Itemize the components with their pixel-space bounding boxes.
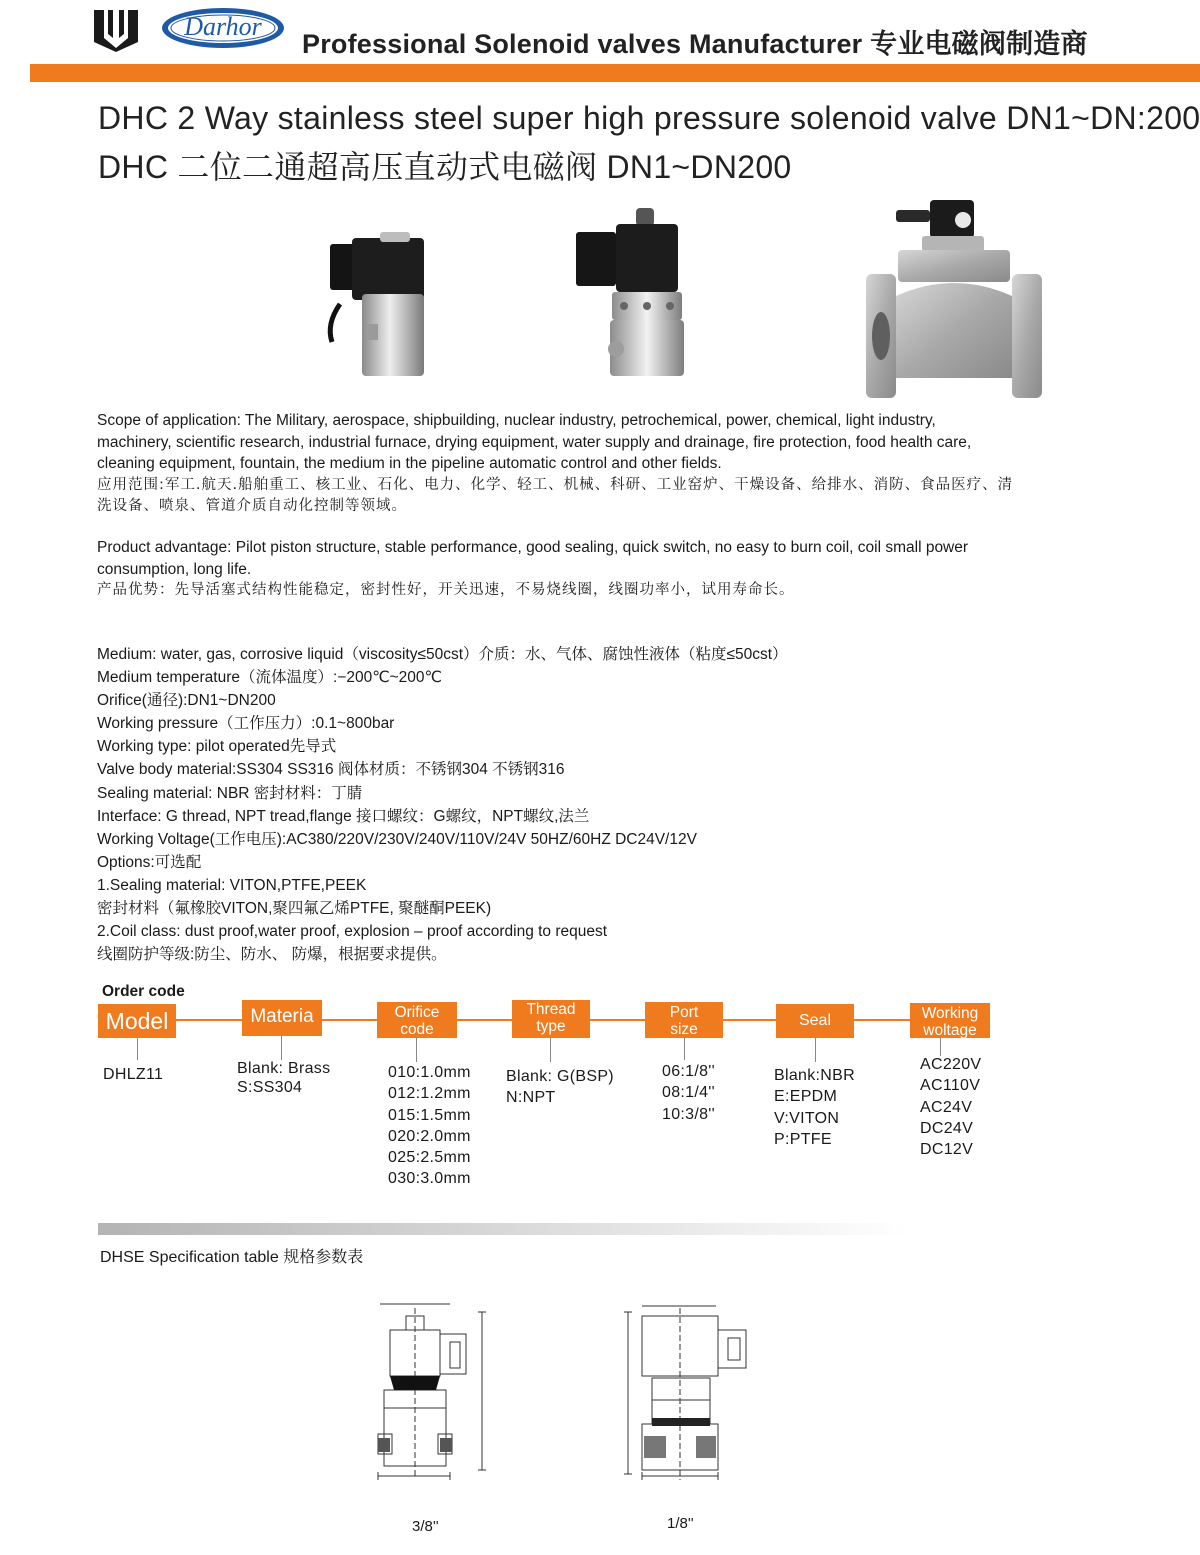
order-options-model	[103, 1064, 163, 1085]
spec-line: Medium temperature（流体温度）:−200℃~200℃	[97, 669, 442, 687]
drawing-label: 1/8''	[667, 1515, 694, 1532]
scope-en-line: cleaning equipment, fountain, the medium in the pipeline automatic control and other fields.	[97, 455, 722, 472]
scope-en-line: Scope of application: The Military, aerospace, shipbuilding, nuclear industry, petrochemical, power, chemical, light industry,	[97, 412, 936, 429]
product-title-en: DHC 2 Way stainless steel super high pressure solenoid valve DN1~DN:200	[98, 100, 1200, 136]
order-option: DC12V	[920, 1141, 974, 1159]
order-tick	[815, 1038, 816, 1062]
order-tick	[137, 1038, 138, 1060]
order-header-seal	[776, 1004, 854, 1038]
spec-line: Working pressure（工作压力）:0.1~800bar	[97, 715, 395, 733]
brand-name: Darhor	[184, 12, 262, 41]
order-option: S:SS304	[237, 1079, 303, 1096]
order-option: Blank: G(BSP)	[506, 1068, 614, 1085]
spec-line: 2.Coil class: dust proof,water proof, explosion – proof according to request	[97, 923, 608, 941]
product-title-cn: DHC 二位二通超高压直动式电磁阀 DN1~DN200	[98, 149, 792, 185]
drawing-3-8-valve	[370, 1298, 490, 1484]
order-header-label: type	[536, 1018, 566, 1035]
order-option: AC24V	[920, 1098, 973, 1116]
spec-table-title: DHSE Specification table 规格参数表	[100, 1249, 364, 1266]
order-tick	[416, 1038, 417, 1062]
spec-line: Working Voltage(工作电压):AC380/220V/230V/240V/110V/24V 50HZ/60HZ DC24V/12V	[97, 830, 697, 848]
spec-line: Orifice(通径):DN1~DN200	[97, 692, 276, 710]
flange-valve-photo	[862, 192, 1046, 400]
order-option: 012:1.2mm	[388, 1085, 471, 1103]
order-options-port	[662, 1061, 715, 1125]
spec-line: 1.Sealing material: VITON,PTFE,PEEK	[97, 876, 367, 894]
order-tick	[281, 1036, 282, 1060]
order-header-material	[242, 1000, 322, 1036]
spec-line: 密封材料（氟橡胶VITON,聚四氟乙烯PTFE, 聚醚酮PEEK)	[97, 900, 492, 918]
order-header-thread	[512, 1000, 590, 1038]
advantage-en-line: consumption, long life.	[97, 560, 252, 578]
order-option: AC220V	[920, 1056, 982, 1073]
company-emblem-icon	[92, 8, 140, 52]
scope-cn-line: 洗设备、喷泉、管道介质自动化控制等领域。	[97, 498, 407, 514]
order-tick	[684, 1038, 685, 1060]
order-option: DC24V	[920, 1119, 974, 1137]
order-option: 015:1.5mm	[388, 1106, 471, 1124]
spec-line: Valve body material:SS304 SS316 阀体材质：不锈钢304 不锈钢316	[97, 761, 565, 779]
order-header-label: Model	[105, 1008, 169, 1034]
order-option: 06:1/8''	[662, 1063, 715, 1080]
order-option: E:EPDM	[774, 1088, 838, 1106]
order-option: AC110V	[920, 1077, 981, 1095]
order-header-label: Orifice	[394, 1004, 440, 1021]
order-options-thread	[506, 1066, 614, 1108]
order-header-orifice	[377, 1002, 457, 1038]
brand-logo	[160, 6, 286, 50]
order-header-label: Thread	[526, 1001, 576, 1018]
spec-line: Working type: pilot operated先导式	[97, 738, 337, 756]
order-option: 10:3/8''	[662, 1105, 715, 1123]
small-valve-photo	[322, 232, 434, 380]
order-header-label: woltage	[923, 1022, 977, 1038]
advantage-en-line: Product advantage: Pilot piston structure, stable performance, good sealing, quick switch, no easy to burn coil, coil small power	[97, 539, 969, 556]
spec-line: 线圈防护等级:防尘、防水、 防爆，根据要求提供。	[97, 946, 447, 964]
order-options-voltage	[920, 1054, 981, 1160]
order-option: Blank:NBR	[774, 1067, 855, 1084]
header-orange-bar	[30, 64, 1200, 82]
advantage-section	[97, 537, 1157, 602]
drawing-label: 3/8''	[412, 1518, 439, 1535]
order-option: 030:3.0mm	[388, 1170, 471, 1188]
header-tagline: Professional Solenoid valves Manufacturer 专业电磁阀制造商	[302, 29, 1088, 59]
spec-line: Medium: water, gas, corrosive liquid（viscosity≤50cst）介质：水、气体、腐蚀性液体（粘度≤50cst）	[97, 646, 788, 663]
order-option: 010:1.0mm	[388, 1064, 471, 1081]
section-divider	[98, 1223, 908, 1235]
order-header-label: code	[400, 1021, 434, 1038]
order-tick	[550, 1038, 551, 1062]
order-options-material	[237, 1059, 330, 1097]
spec-list	[97, 643, 1157, 966]
order-header-label: Working	[921, 1005, 979, 1022]
pilot-valve-photo	[570, 204, 688, 380]
order-option: DHLZ11	[103, 1066, 164, 1083]
drawing-1-8-valve	[616, 1298, 756, 1484]
order-options-orifice	[388, 1062, 471, 1190]
spec-line: Sealing material: NBR 密封材料：丁腈	[97, 784, 363, 802]
scope-section	[97, 410, 1157, 518]
order-code-label: Order code	[102, 983, 185, 1000]
advantage-cn-line: 产品优势：先导活塞式结构性能稳定，密封性好，开关迅速，不易烧线圈，线圈功率小，试用寿命长。	[97, 582, 795, 598]
spec-line: Options:可选配	[97, 853, 202, 871]
order-header-label: Materia	[250, 1006, 314, 1027]
order-option: N:NPT	[506, 1089, 556, 1106]
spec-line: Interface: G thread, NPT tread,flange 接口螺纹：G螺纹，NPT螺纹,法兰	[97, 807, 590, 825]
order-header-label: Port	[669, 1004, 699, 1021]
order-header-voltage	[910, 1003, 990, 1038]
order-header-port	[645, 1002, 723, 1038]
order-header-model	[98, 1004, 176, 1038]
order-header-label: size	[670, 1021, 698, 1038]
order-header-label: Seal	[798, 1012, 832, 1029]
scope-cn-line: 应用范围:军工.航天.船舶重工、核工业、石化、电力、化学、轻工、机械、科研、工业窑炉、干燥设备、给排水、消防、食品医疗、清	[97, 476, 1014, 493]
order-option: Blank: Brass	[237, 1060, 331, 1077]
order-option: 025:2.5mm	[388, 1149, 471, 1167]
order-option: P:PTFE	[774, 1130, 832, 1148]
scope-en-line: machinery, scientific research, industrial furnace, drying equipment, water supply and drainage, fire protection, food health care,	[97, 433, 972, 451]
order-options-seal	[774, 1065, 855, 1150]
order-option: 020:2.0mm	[388, 1127, 471, 1145]
order-option: V:VITON	[774, 1109, 840, 1127]
order-option: 08:1/4''	[662, 1084, 715, 1102]
